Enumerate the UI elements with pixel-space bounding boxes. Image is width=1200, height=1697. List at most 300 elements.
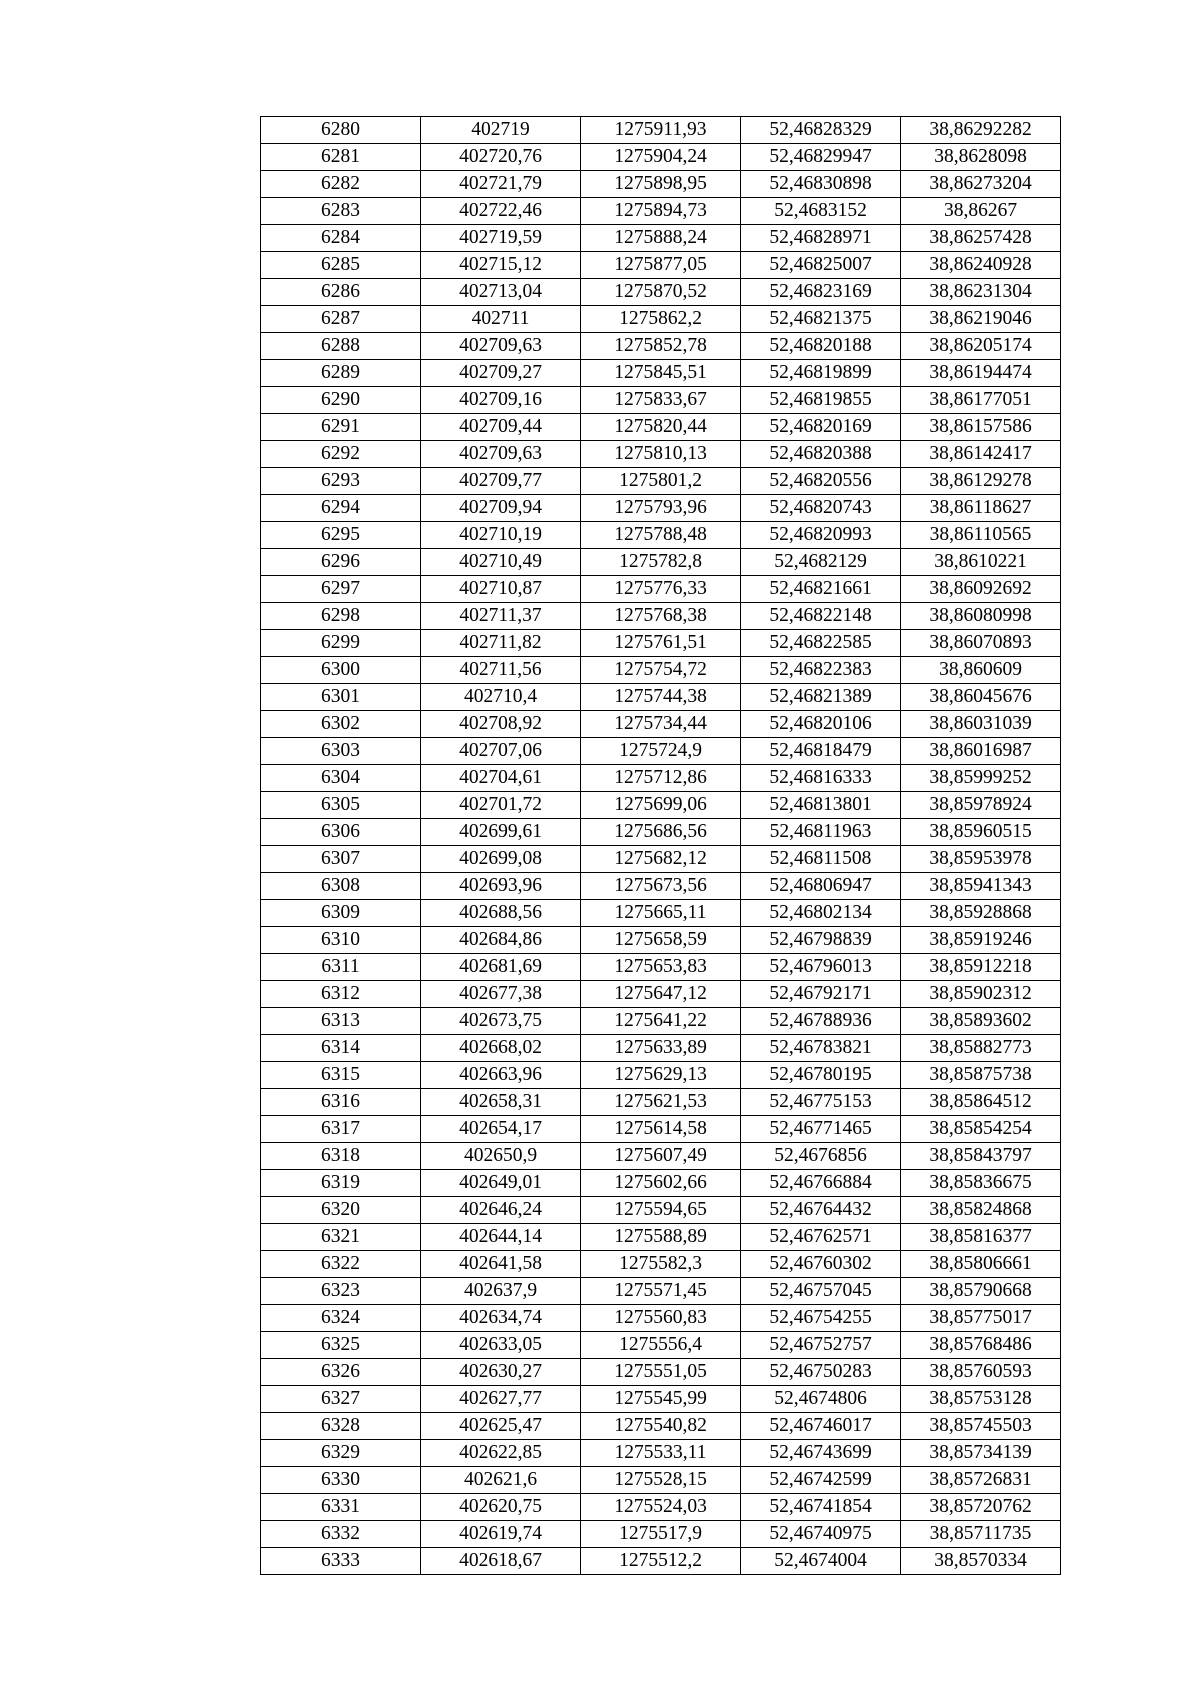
latitude-cell: 52,4674004 [741,1548,901,1575]
point-number-cell: 6309 [261,900,421,927]
y-coordinate-cell: 1275894,73 [581,198,741,225]
table-row [261,1278,1061,1305]
table-row [261,1143,1061,1170]
table-row [261,1359,1061,1386]
x-coordinate-cell: 402719 [421,117,581,144]
latitude-cell: 52,46823169 [741,279,901,306]
y-coordinate-cell: 1275633,89 [581,1035,741,1062]
longitude-cell: 38,85760593 [901,1359,1061,1386]
longitude-cell: 38,85902312 [901,981,1061,1008]
x-coordinate-cell: 402710,49 [421,549,581,576]
longitude-cell: 38,85711735 [901,1521,1061,1548]
x-coordinate-cell: 402646,24 [421,1197,581,1224]
latitude-cell: 52,46822585 [741,630,901,657]
latitude-cell: 52,46813801 [741,792,901,819]
point-number-cell: 6308 [261,873,421,900]
latitude-cell: 52,46820993 [741,522,901,549]
x-coordinate-cell: 402644,14 [421,1224,581,1251]
longitude-cell: 38,85726831 [901,1467,1061,1494]
longitude-cell: 38,85864512 [901,1089,1061,1116]
longitude-cell: 38,85753128 [901,1386,1061,1413]
latitude-cell: 52,46754255 [741,1305,901,1332]
longitude-cell: 38,86070893 [901,630,1061,657]
table-row [261,927,1061,954]
longitude-cell: 38,85978924 [901,792,1061,819]
table-row [261,1197,1061,1224]
y-coordinate-cell: 1275686,56 [581,819,741,846]
y-coordinate-cell: 1275761,51 [581,630,741,657]
table-row [261,1440,1061,1467]
latitude-cell: 52,46820106 [741,711,901,738]
longitude-cell: 38,85928868 [901,900,1061,927]
latitude-cell: 52,46788936 [741,1008,901,1035]
point-number-cell: 6302 [261,711,421,738]
longitude-cell: 38,85875738 [901,1062,1061,1089]
table-row [261,603,1061,630]
longitude-cell: 38,85999252 [901,765,1061,792]
x-coordinate-cell: 402722,46 [421,198,581,225]
point-number-cell: 6293 [261,468,421,495]
point-number-cell: 6314 [261,1035,421,1062]
coordinates-table-body [261,117,1061,1575]
table-row [261,873,1061,900]
longitude-cell: 38,85919246 [901,927,1061,954]
point-number-cell: 6283 [261,198,421,225]
point-number-cell: 6329 [261,1440,421,1467]
latitude-cell: 52,46798839 [741,927,901,954]
longitude-cell: 38,85854254 [901,1116,1061,1143]
table-row [261,711,1061,738]
point-number-cell: 6280 [261,117,421,144]
point-number-cell: 6321 [261,1224,421,1251]
x-coordinate-cell: 402663,96 [421,1062,581,1089]
latitude-cell: 52,46811508 [741,846,901,873]
x-coordinate-cell: 402658,31 [421,1089,581,1116]
longitude-cell: 38,85775017 [901,1305,1061,1332]
y-coordinate-cell: 1275852,78 [581,333,741,360]
x-coordinate-cell: 402699,08 [421,846,581,873]
table-row [261,360,1061,387]
latitude-cell: 52,46822148 [741,603,901,630]
longitude-cell: 38,8610221 [901,549,1061,576]
latitude-cell: 52,46821661 [741,576,901,603]
table-row [261,1305,1061,1332]
latitude-cell: 52,46818479 [741,738,901,765]
table-row [261,279,1061,306]
table-row [261,954,1061,981]
x-coordinate-cell: 402622,85 [421,1440,581,1467]
point-number-cell: 6288 [261,333,421,360]
x-coordinate-cell: 402654,17 [421,1116,581,1143]
x-coordinate-cell: 402633,05 [421,1332,581,1359]
latitude-cell: 52,46750283 [741,1359,901,1386]
y-coordinate-cell: 1275724,9 [581,738,741,765]
longitude-cell: 38,85734139 [901,1440,1061,1467]
table-row [261,225,1061,252]
y-coordinate-cell: 1275665,11 [581,900,741,927]
y-coordinate-cell: 1275768,38 [581,603,741,630]
longitude-cell: 38,85941343 [901,873,1061,900]
longitude-cell: 38,85912218 [901,954,1061,981]
table-row [261,1548,1061,1575]
table-row [261,1089,1061,1116]
point-number-cell: 6298 [261,603,421,630]
y-coordinate-cell: 1275782,8 [581,549,741,576]
point-number-cell: 6282 [261,171,421,198]
point-number-cell: 6322 [261,1251,421,1278]
longitude-cell: 38,86045676 [901,684,1061,711]
point-number-cell: 6327 [261,1386,421,1413]
point-number-cell: 6303 [261,738,421,765]
point-number-cell: 6332 [261,1521,421,1548]
table-row [261,1494,1061,1521]
point-number-cell: 6300 [261,657,421,684]
latitude-cell: 52,46820388 [741,441,901,468]
x-coordinate-cell: 402618,67 [421,1548,581,1575]
table-row [261,1062,1061,1089]
y-coordinate-cell: 1275533,11 [581,1440,741,1467]
x-coordinate-cell: 402709,44 [421,414,581,441]
point-number-cell: 6319 [261,1170,421,1197]
y-coordinate-cell: 1275560,83 [581,1305,741,1332]
y-coordinate-cell: 1275540,82 [581,1413,741,1440]
table-row [261,1467,1061,1494]
longitude-cell: 38,8628098 [901,144,1061,171]
table-row [261,117,1061,144]
x-coordinate-cell: 402627,77 [421,1386,581,1413]
x-coordinate-cell: 402637,9 [421,1278,581,1305]
point-number-cell: 6286 [261,279,421,306]
point-number-cell: 6310 [261,927,421,954]
point-number-cell: 6324 [261,1305,421,1332]
y-coordinate-cell: 1275744,38 [581,684,741,711]
y-coordinate-cell: 1275512,2 [581,1548,741,1575]
y-coordinate-cell: 1275911,93 [581,117,741,144]
y-coordinate-cell: 1275712,86 [581,765,741,792]
table-row [261,333,1061,360]
y-coordinate-cell: 1275682,12 [581,846,741,873]
y-coordinate-cell: 1275556,4 [581,1332,741,1359]
latitude-cell: 52,46820169 [741,414,901,441]
x-coordinate-cell: 402625,47 [421,1413,581,1440]
x-coordinate-cell: 402711,37 [421,603,581,630]
table-row [261,1251,1061,1278]
latitude-cell: 52,46746017 [741,1413,901,1440]
longitude-cell: 38,85893602 [901,1008,1061,1035]
x-coordinate-cell: 402711 [421,306,581,333]
y-coordinate-cell: 1275641,22 [581,1008,741,1035]
latitude-cell: 52,46816333 [741,765,901,792]
y-coordinate-cell: 1275734,44 [581,711,741,738]
x-coordinate-cell: 402709,63 [421,441,581,468]
longitude-cell: 38,86118627 [901,495,1061,522]
y-coordinate-cell: 1275621,53 [581,1089,741,1116]
latitude-cell: 52,46740975 [741,1521,901,1548]
latitude-cell: 52,46775153 [741,1089,901,1116]
table-row [261,1008,1061,1035]
table-row [261,468,1061,495]
longitude-cell: 38,86205174 [901,333,1061,360]
table-row [261,549,1061,576]
point-number-cell: 6330 [261,1467,421,1494]
y-coordinate-cell: 1275524,03 [581,1494,741,1521]
table-row [261,306,1061,333]
table-row [261,846,1061,873]
point-number-cell: 6295 [261,522,421,549]
y-coordinate-cell: 1275588,89 [581,1224,741,1251]
point-number-cell: 6285 [261,252,421,279]
latitude-cell: 52,46783821 [741,1035,901,1062]
point-number-cell: 6326 [261,1359,421,1386]
y-coordinate-cell: 1275801,2 [581,468,741,495]
longitude-cell: 38,86092692 [901,576,1061,603]
x-coordinate-cell: 402710,87 [421,576,581,603]
y-coordinate-cell: 1275833,67 [581,387,741,414]
latitude-cell: 52,46828329 [741,117,901,144]
y-coordinate-cell: 1275870,52 [581,279,741,306]
x-coordinate-cell: 402684,86 [421,927,581,954]
latitude-cell: 52,46752757 [741,1332,901,1359]
longitude-cell: 38,86292282 [901,117,1061,144]
latitude-cell: 52,46796013 [741,954,901,981]
latitude-cell: 52,46792171 [741,981,901,1008]
latitude-cell: 52,46819855 [741,387,901,414]
latitude-cell: 52,46757045 [741,1278,901,1305]
x-coordinate-cell: 402721,79 [421,171,581,198]
point-number-cell: 6323 [261,1278,421,1305]
y-coordinate-cell: 1275793,96 [581,495,741,522]
latitude-cell: 52,46766884 [741,1170,901,1197]
y-coordinate-cell: 1275658,59 [581,927,741,954]
y-coordinate-cell: 1275551,05 [581,1359,741,1386]
latitude-cell: 52,46806947 [741,873,901,900]
point-number-cell: 6301 [261,684,421,711]
table-row [261,414,1061,441]
table-row [261,657,1061,684]
longitude-cell: 38,86194474 [901,360,1061,387]
table-row [261,738,1061,765]
point-number-cell: 6312 [261,981,421,1008]
x-coordinate-cell: 402711,56 [421,657,581,684]
table-row [261,1386,1061,1413]
x-coordinate-cell: 402720,76 [421,144,581,171]
y-coordinate-cell: 1275845,51 [581,360,741,387]
table-row [261,171,1061,198]
latitude-cell: 52,46741854 [741,1494,901,1521]
x-coordinate-cell: 402707,06 [421,738,581,765]
coordinates-table [260,116,1061,1575]
longitude-cell: 38,85816377 [901,1224,1061,1251]
x-coordinate-cell: 402650,9 [421,1143,581,1170]
y-coordinate-cell: 1275788,48 [581,522,741,549]
x-coordinate-cell: 402709,16 [421,387,581,414]
longitude-cell: 38,86129278 [901,468,1061,495]
x-coordinate-cell: 402681,69 [421,954,581,981]
table-row [261,441,1061,468]
point-number-cell: 6297 [261,576,421,603]
longitude-cell: 38,85720762 [901,1494,1061,1521]
point-number-cell: 6325 [261,1332,421,1359]
latitude-cell: 52,46762571 [741,1224,901,1251]
x-coordinate-cell: 402708,92 [421,711,581,738]
latitude-cell: 52,46811963 [741,819,901,846]
x-coordinate-cell: 402677,38 [421,981,581,1008]
x-coordinate-cell: 402673,75 [421,1008,581,1035]
x-coordinate-cell: 402713,04 [421,279,581,306]
x-coordinate-cell: 402641,58 [421,1251,581,1278]
latitude-cell: 52,46822383 [741,657,901,684]
point-number-cell: 6317 [261,1116,421,1143]
x-coordinate-cell: 402621,6 [421,1467,581,1494]
latitude-cell: 52,4682129 [741,549,901,576]
table-row [261,1116,1061,1143]
point-number-cell: 6313 [261,1008,421,1035]
y-coordinate-cell: 1275888,24 [581,225,741,252]
longitude-cell: 38,86080998 [901,603,1061,630]
table-row [261,522,1061,549]
longitude-cell: 38,85882773 [901,1035,1061,1062]
x-coordinate-cell: 402688,56 [421,900,581,927]
latitude-cell: 52,46820743 [741,495,901,522]
x-coordinate-cell: 402704,61 [421,765,581,792]
table-row [261,981,1061,1008]
x-coordinate-cell: 402619,74 [421,1521,581,1548]
latitude-cell: 52,46802134 [741,900,901,927]
longitude-cell: 38,86016987 [901,738,1061,765]
longitude-cell: 38,860609 [901,657,1061,684]
latitude-cell: 52,46830898 [741,171,901,198]
x-coordinate-cell: 402709,63 [421,333,581,360]
y-coordinate-cell: 1275898,95 [581,171,741,198]
point-number-cell: 6304 [261,765,421,792]
point-number-cell: 6289 [261,360,421,387]
y-coordinate-cell: 1275607,49 [581,1143,741,1170]
y-coordinate-cell: 1275673,56 [581,873,741,900]
longitude-cell: 38,85790668 [901,1278,1061,1305]
latitude-cell: 52,46828971 [741,225,901,252]
y-coordinate-cell: 1275614,58 [581,1116,741,1143]
x-coordinate-cell: 402693,96 [421,873,581,900]
point-number-cell: 6316 [261,1089,421,1116]
table-row [261,495,1061,522]
y-coordinate-cell: 1275653,83 [581,954,741,981]
x-coordinate-cell: 402699,61 [421,819,581,846]
point-number-cell: 6294 [261,495,421,522]
longitude-cell: 38,86031039 [901,711,1061,738]
table-row [261,900,1061,927]
point-number-cell: 6311 [261,954,421,981]
longitude-cell: 38,86219046 [901,306,1061,333]
point-number-cell: 6318 [261,1143,421,1170]
point-number-cell: 6320 [261,1197,421,1224]
table-row [261,576,1061,603]
x-coordinate-cell: 402715,12 [421,252,581,279]
longitude-cell: 38,85953978 [901,846,1061,873]
longitude-cell: 38,85960515 [901,819,1061,846]
point-number-cell: 6299 [261,630,421,657]
longitude-cell: 38,8570334 [901,1548,1061,1575]
table-row [261,1521,1061,1548]
y-coordinate-cell: 1275602,66 [581,1170,741,1197]
x-coordinate-cell: 402709,77 [421,468,581,495]
table-row [261,819,1061,846]
y-coordinate-cell: 1275517,9 [581,1521,741,1548]
y-coordinate-cell: 1275528,15 [581,1467,741,1494]
x-coordinate-cell: 402710,19 [421,522,581,549]
y-coordinate-cell: 1275754,72 [581,657,741,684]
table-row [261,684,1061,711]
x-coordinate-cell: 402668,02 [421,1035,581,1062]
point-number-cell: 6292 [261,441,421,468]
y-coordinate-cell: 1275629,13 [581,1062,741,1089]
latitude-cell: 52,46821375 [741,306,901,333]
longitude-cell: 38,86273204 [901,171,1061,198]
x-coordinate-cell: 402709,94 [421,495,581,522]
point-number-cell: 6296 [261,549,421,576]
y-coordinate-cell: 1275810,13 [581,441,741,468]
x-coordinate-cell: 402649,01 [421,1170,581,1197]
point-number-cell: 6284 [261,225,421,252]
point-number-cell: 6331 [261,1494,421,1521]
y-coordinate-cell: 1275776,33 [581,576,741,603]
longitude-cell: 38,85768486 [901,1332,1061,1359]
table-row [261,1170,1061,1197]
latitude-cell: 52,46819899 [741,360,901,387]
x-coordinate-cell: 402620,75 [421,1494,581,1521]
x-coordinate-cell: 402710,4 [421,684,581,711]
longitude-cell: 38,86157586 [901,414,1061,441]
table-row [261,1224,1061,1251]
y-coordinate-cell: 1275594,65 [581,1197,741,1224]
x-coordinate-cell: 402634,74 [421,1305,581,1332]
y-coordinate-cell: 1275647,12 [581,981,741,1008]
point-number-cell: 6307 [261,846,421,873]
table-row [261,792,1061,819]
latitude-cell: 52,4676856 [741,1143,901,1170]
point-number-cell: 6315 [261,1062,421,1089]
point-number-cell: 6306 [261,819,421,846]
y-coordinate-cell: 1275571,45 [581,1278,741,1305]
table-row [261,144,1061,171]
point-number-cell: 6291 [261,414,421,441]
x-coordinate-cell: 402719,59 [421,225,581,252]
longitude-cell: 38,86231304 [901,279,1061,306]
longitude-cell: 38,86257428 [901,225,1061,252]
x-coordinate-cell: 402701,72 [421,792,581,819]
point-number-cell: 6281 [261,144,421,171]
longitude-cell: 38,86267 [901,198,1061,225]
x-coordinate-cell: 402711,82 [421,630,581,657]
point-number-cell: 6328 [261,1413,421,1440]
latitude-cell: 52,46780195 [741,1062,901,1089]
y-coordinate-cell: 1275904,24 [581,144,741,171]
table-row [261,1035,1061,1062]
latitude-cell: 52,46764432 [741,1197,901,1224]
longitude-cell: 38,85806661 [901,1251,1061,1278]
point-number-cell: 6305 [261,792,421,819]
latitude-cell: 52,46825007 [741,252,901,279]
y-coordinate-cell: 1275820,44 [581,414,741,441]
table-row [261,630,1061,657]
latitude-cell: 52,46743699 [741,1440,901,1467]
y-coordinate-cell: 1275877,05 [581,252,741,279]
longitude-cell: 38,85745503 [901,1413,1061,1440]
y-coordinate-cell: 1275699,06 [581,792,741,819]
longitude-cell: 38,86240928 [901,252,1061,279]
x-coordinate-cell: 402709,27 [421,360,581,387]
table-row [261,387,1061,414]
y-coordinate-cell: 1275582,3 [581,1251,741,1278]
